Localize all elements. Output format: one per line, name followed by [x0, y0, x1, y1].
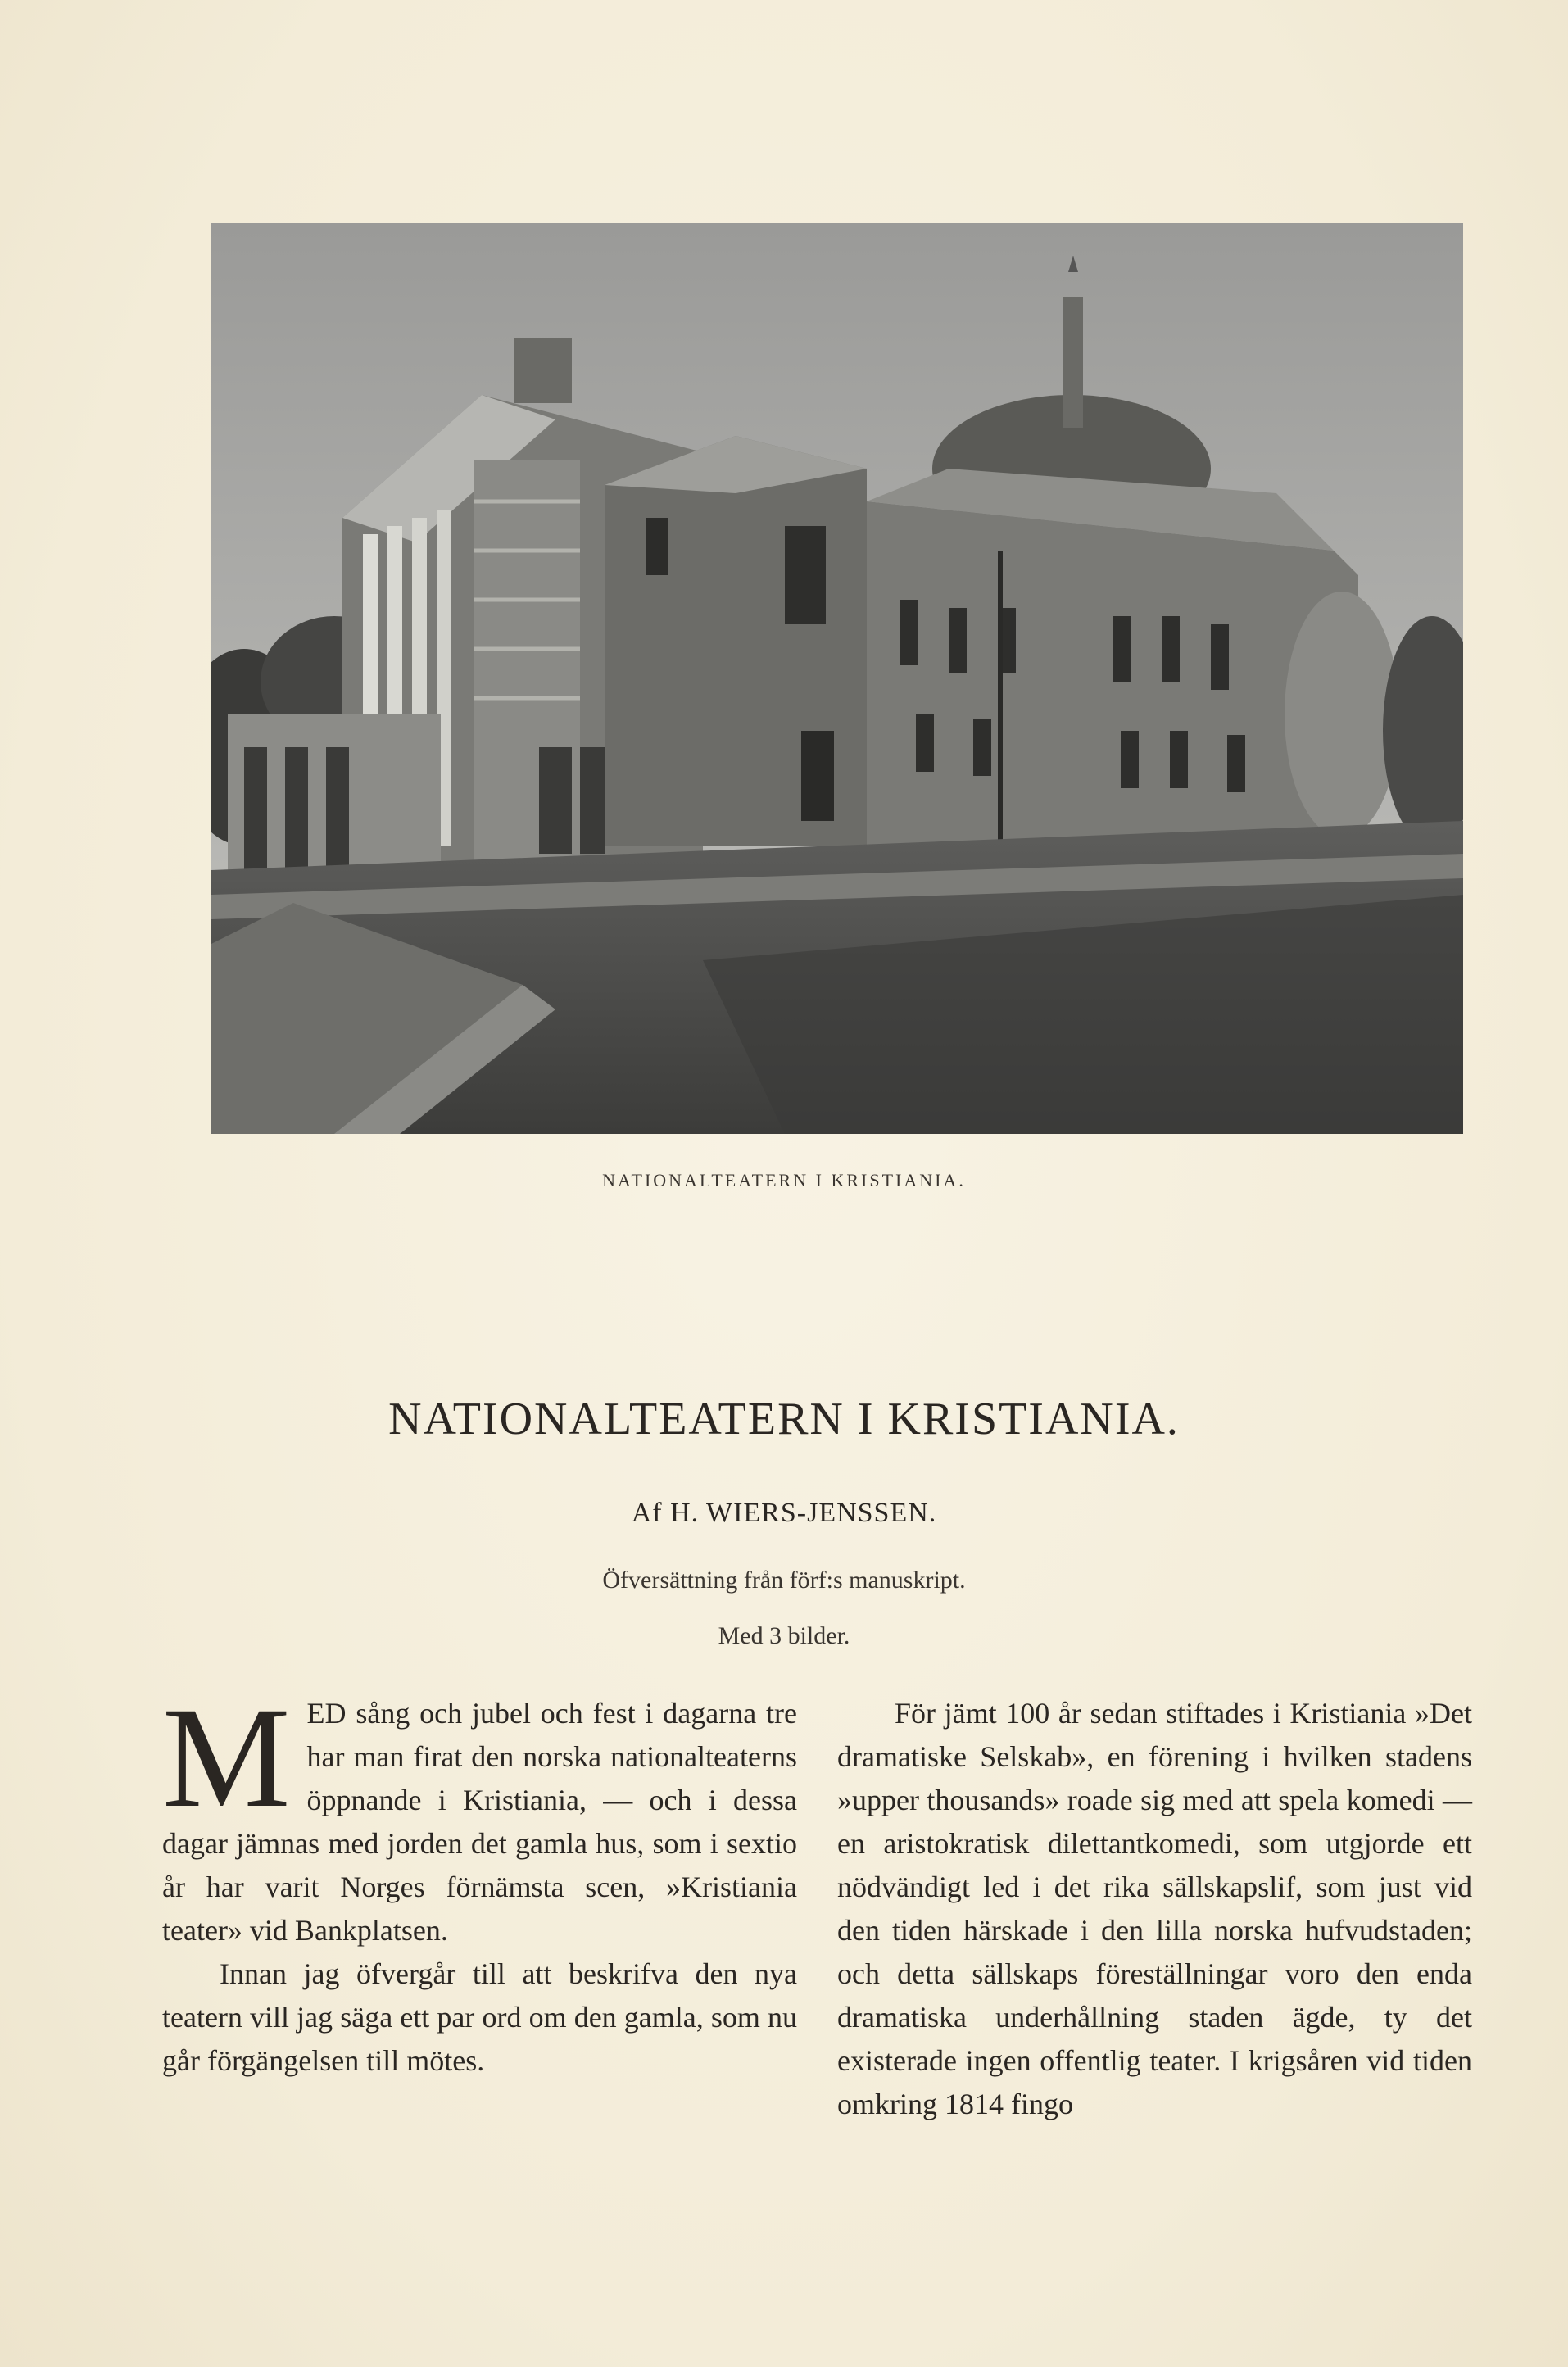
left-paragraph-1: [162, 1678, 797, 1952]
illustrations-note: Med 3 bilder.: [718, 1622, 850, 1649]
translation-note: Öfversättning från förf:s manuskript.: [602, 1567, 966, 1594]
left-paragraph-2: Innan jag öfvergår till att beskrifva den nya teatern vill jag säga ett par ord om den gamla, som nu går förgängelsen till mötes.: [162, 1957, 797, 2077]
left-column: [162, 1678, 797, 2083]
theater-photograph: [211, 223, 1463, 1134]
photo-caption: NATIONALTEATERN I KRISTIANIA.: [602, 1170, 966, 1190]
theater-building-image: [211, 223, 1463, 1134]
article-title: NATIONALTEATERN I KRISTIANIA.: [388, 1394, 1180, 1444]
article-author: Af H. WIERS-JENSSEN.: [631, 1498, 937, 1528]
right-paragraph-1: För jämt 100 år sedan stiftades i Kristiania »Det dramatiske Selskab», en förening i hvilken stadens »upper thousands» roade sig med att spela komedi — en aristokratisk dilettantkomedi, som utgjorde ett nödvändigt led i det rika sällskapslif, som just vid den tiden härskade i den lilla norska hufvudstaden; och detta sällskaps föreställningar voro den enda dramatiska underhållning staden ägde, ty det existerade ingen offentlig teater. I krigsåren vid tiden omkring 1814 fingo: [837, 1697, 1472, 2120]
right-column: [837, 1692, 1472, 2126]
left-paragraph-1-text: ED sång och jubel och fest i dagarna tre har man firat den norska nationalteaterns öppnande i Kristiania, — och i dessa dagar jämnas med jorden det gamla hus, som i sextio år har varit Norges förnämsta scen, »Kristiania teater» vid Bankplatsen.: [162, 1697, 797, 1947]
drop-cap: M: [162, 1678, 291, 1838]
